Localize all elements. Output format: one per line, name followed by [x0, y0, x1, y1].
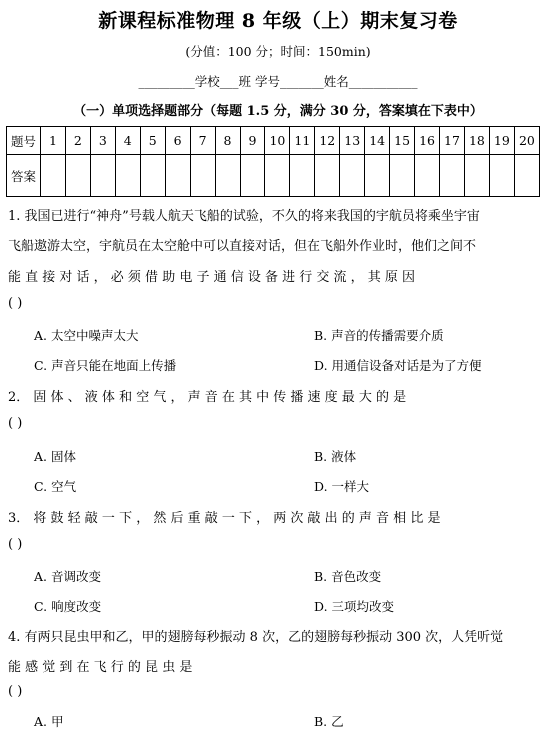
question-number-cell: 18 [464, 127, 489, 155]
question-number-cell: 17 [440, 127, 465, 155]
question-number-cell: 13 [340, 127, 365, 155]
answer-cell[interactable] [315, 155, 340, 197]
option-a: A. 太空中噪声太大 [34, 328, 139, 343]
section-heading: （一）单项选择题部分（每题 1.5 分，满分 30 分，答案填在下表中） [73, 104, 483, 119]
question-text-line: 能 感 觉 到 在 飞 行 的 昆 虫 是 [8, 660, 193, 675]
option-a: A. 音调改变 [34, 569, 101, 584]
option-d: D. 三项均改变 [314, 599, 395, 614]
answer-cell[interactable] [340, 155, 365, 197]
answer-cell[interactable] [190, 155, 215, 197]
question-number-cell: 8 [215, 127, 240, 155]
row-label-answer: 答案 [7, 155, 41, 197]
question-number-cell: 12 [315, 127, 340, 155]
answer-cell[interactable] [240, 155, 265, 197]
answer-cell[interactable] [290, 155, 315, 197]
answer-bracket: ( ) [8, 684, 23, 699]
option-d: D. 一样大 [314, 479, 370, 494]
answer-cell[interactable] [41, 155, 66, 197]
question-number-cell: 19 [489, 127, 514, 155]
answer-cell[interactable] [390, 155, 415, 197]
question-number-cell: 16 [415, 127, 440, 155]
question-number-cell: 9 [240, 127, 265, 155]
option-c: C. 响度改变 [34, 599, 102, 614]
question-number-cell: 1 [41, 127, 66, 155]
answer-cell[interactable] [489, 155, 514, 197]
option-c: C. 声音只能在地面上传播 [34, 358, 177, 373]
question-number-cell: 3 [90, 127, 115, 155]
row-label-number: 题号 [7, 127, 41, 155]
option-b: B. 液体 [314, 449, 357, 464]
question-text-line: 飞船遨游太空，宇航员在太空舱中可以直接对话，但在飞船外作业时，他们之间不 [8, 239, 477, 254]
question-number-cell: 6 [165, 127, 190, 155]
answer-bracket: ( ) [8, 537, 23, 552]
answer-table-number-row [7, 127, 540, 155]
question-text-line: 能 直 接 对 话 ， 必 须 借 助 电 子 通 信 设 备 进 行 交 流 ， 其 原 因 [8, 270, 416, 285]
answer-cell[interactable] [365, 155, 390, 197]
answer-cell[interactable] [464, 155, 489, 197]
answer-table-answer-row [7, 155, 540, 197]
answer-cell[interactable] [140, 155, 165, 197]
question-text-line: 2． 固 体 、 液 体 和 空 气 ， 声 音 在 其 中 传 播 速 度 最 大 的 是 [8, 390, 407, 405]
option-d: D. 用通信设备对话是为了方便 [314, 358, 482, 373]
question-text-line: 1. 我国已进行“神舟”号载人航天飞船的试验，不久的将来我国的宇航员将乘坐宇宙 [8, 209, 480, 224]
answer-cell[interactable] [440, 155, 465, 197]
answer-cell[interactable] [415, 155, 440, 197]
question-number-cell: 5 [140, 127, 165, 155]
option-b: B. 乙 [314, 714, 344, 729]
option-a: A. 甲 [34, 714, 64, 729]
answer-cell[interactable] [215, 155, 240, 197]
page-title: 新课程标准物理 8 年级（上）期末复习卷 [98, 10, 458, 32]
answer-cell[interactable] [165, 155, 190, 197]
question-number-cell: 14 [365, 127, 390, 155]
answer-cell[interactable] [514, 155, 539, 197]
question-number-cell: 10 [265, 127, 290, 155]
answer-bracket: ( ) [8, 416, 23, 431]
question-number-cell: 4 [115, 127, 140, 155]
answer-cell[interactable] [90, 155, 115, 197]
question-number-cell: 15 [390, 127, 415, 155]
question-number-cell: 2 [65, 127, 90, 155]
option-b: B. 音色改变 [314, 569, 382, 584]
question-number-cell: 11 [290, 127, 315, 155]
question-text-line: 4. 有两只昆虫甲和乙，甲的翅膀每秒振动 8 次，乙的翅膀每秒振动 300 次，人凭听觉 [8, 630, 504, 645]
question-number-cell: 7 [190, 127, 215, 155]
exam-meta: (分值：100 分；时间：150min) [185, 44, 371, 59]
answer-cell[interactable] [265, 155, 290, 197]
question-text-line: 3． 将 鼓 轻 敲 一 下 ， 然 后 重 敲 一 下 ， 两 次 敲 出 的 声 音 相 比 是 [8, 511, 441, 526]
answer-cell[interactable] [65, 155, 90, 197]
answer-bracket: ( ) [8, 296, 23, 311]
option-b: B. 声音的传播需要介质 [314, 328, 444, 343]
option-a: A. 固体 [34, 449, 76, 464]
answer-cell[interactable] [115, 155, 140, 197]
answer-table [6, 126, 540, 197]
student-info-line: _________学校___班 学号_______姓名___________ [138, 74, 418, 89]
question-number-cell: 20 [514, 127, 539, 155]
option-c: C. 空气 [34, 479, 77, 494]
